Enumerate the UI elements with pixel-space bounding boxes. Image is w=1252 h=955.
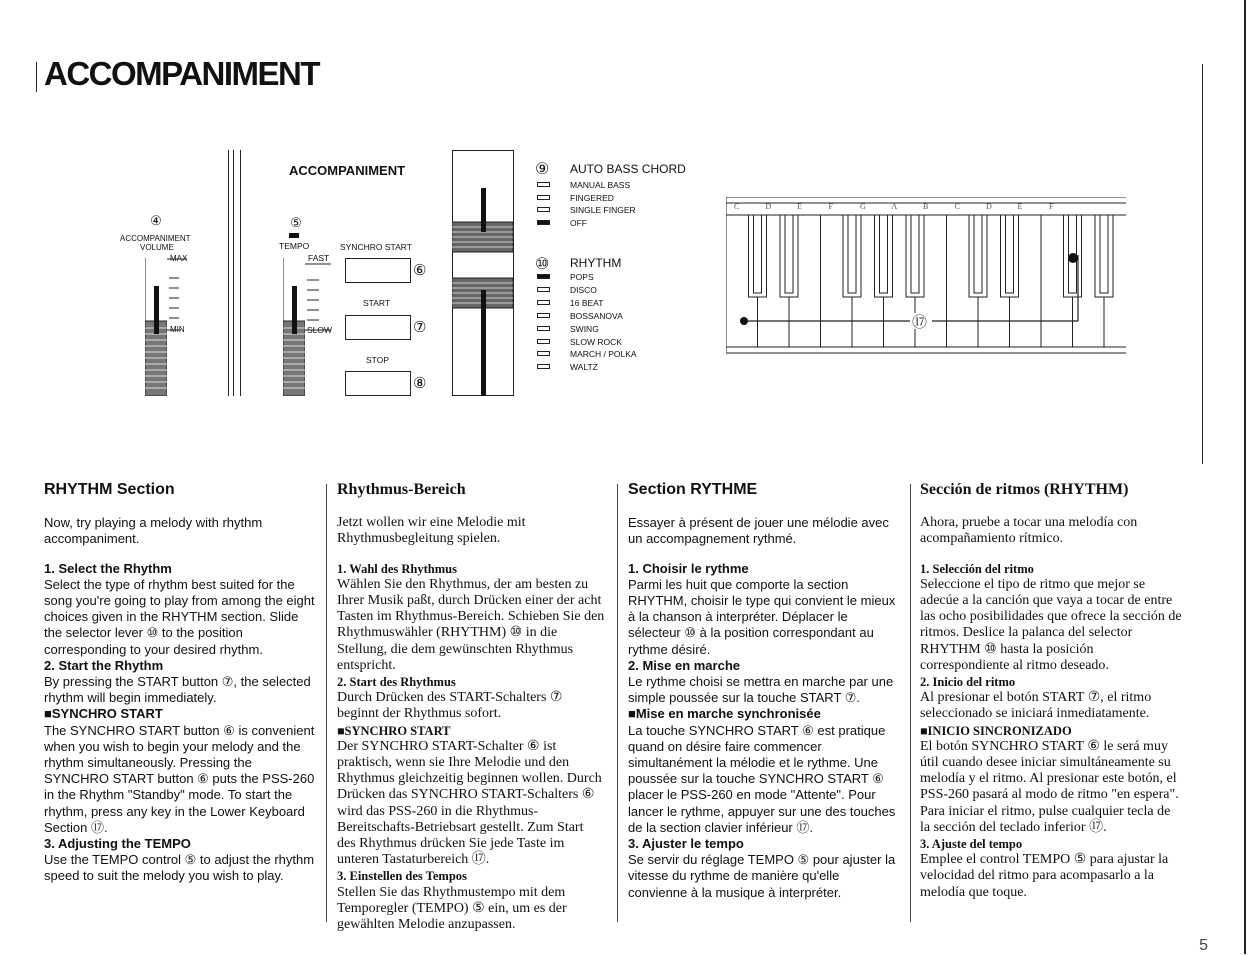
- step-title: 3. Ajuste del tempo: [920, 837, 1023, 852]
- panel-title: ACCOMPANIMENT: [289, 163, 406, 178]
- keyboard-note-label: F: [828, 202, 833, 211]
- column-separator: [617, 484, 618, 922]
- keyboard-note-label: D: [765, 202, 772, 211]
- volume-number: ④: [150, 213, 162, 228]
- tempo-indicator: [289, 233, 299, 238]
- step-text: The SYNCHRO START button ⑥ is convenient when you wish to begin your melody and the rhythm simultaneously. Pressing the SYNCHRO START button ⑥ puts the PSS-260 in the Rhythm "Standby" mode. To start the rhythm, press any key in the Lower Keyboard Section ⑰.: [44, 722, 315, 835]
- step-title: ■Mise en marche synchronisée: [628, 706, 821, 722]
- step-text: Se servir du réglage TEMPO ⑤ pour ajuster la vitesse du rythme de manière qu'elle convienne à la musique à interpréter.: [628, 852, 896, 900]
- step-title: 1. Choisir le rythme: [628, 560, 749, 576]
- rhythm-option: 16 BEAT: [570, 297, 604, 308]
- abc-indicator: [537, 182, 550, 187]
- step-text: Emplee el control TEMPO ⑤ para ajustar la velocidad del ritmo para acompasarlo a la melodía que toque.: [920, 852, 1169, 900]
- rhythm-option: BOSSANOVA: [570, 310, 623, 321]
- rhythm-indicator: [537, 351, 550, 356]
- section-heading: Sección de ritmos (RHYTHM): [920, 481, 1129, 498]
- right-page-edge: [1244, 0, 1246, 954]
- black-key-highlight: [848, 215, 856, 293]
- keyboard-section-number: ⑰: [912, 315, 928, 331]
- step-title: ■INICIO SINCRONIZADO: [920, 723, 1072, 738]
- rhythm-option: DISCO: [570, 284, 597, 295]
- step-text: By pressing the START button ⑦, the selected rhythm will begin immediately.: [44, 674, 311, 706]
- step-title: 2. Start the Rhythm: [44, 657, 164, 673]
- step-title: 1. Select the Rhythm: [44, 560, 172, 576]
- tempo-slider[interactable]: [283, 258, 305, 396]
- synchro-start-button[interactable]: [345, 258, 411, 283]
- section-heading: Section RYTHME: [628, 481, 758, 498]
- section-intro: Essayer à présent de jouer une mélodie avec un accompagnement rythmé.: [628, 515, 889, 547]
- volume-label-1: ACCOMPANIMENT: [120, 234, 191, 243]
- keyboard-note-label: B: [923, 202, 929, 211]
- keyboard-note-label: A: [891, 202, 898, 211]
- step-text: Wählen Sie den Rhythmus, der am besten zu Ihrer Musik paßt, durch Drücken einer der acht Tasten im Rhythmus-Bereich. Schieben Sie den Rhythmuswähler (RHYTHM) ⑩ in die Stellung, die dem gewünschten Rhythmus entspricht.: [337, 576, 605, 673]
- step-title: 3. Einstellen des Tempos: [337, 869, 467, 884]
- section-heading: Rhythmus-Bereich: [337, 481, 466, 498]
- step-text: Al presionar el botón START ⑦, el ritmo seleccionado se iniciará inmediatamente.: [920, 690, 1152, 722]
- volume-scale: [167, 258, 187, 332]
- selector-levers[interactable]: [452, 150, 513, 396]
- black-key-highlight: [1100, 215, 1108, 293]
- section-intro: Jetzt wollen wir eine Melodie mit Rhythmusbegleitung spielen.: [337, 515, 526, 547]
- abc-title: AUTO BASS CHORD: [570, 162, 686, 176]
- abc-indicator: [537, 207, 550, 212]
- panel-divider: [233, 150, 234, 396]
- step-text: Durch Drücken des START-Schalters ⑦ beginnt der Rhythmus sofort.: [337, 690, 563, 722]
- section-intro: Ahora, pruebe a tocar una melodía con acompañamiento rítmico.: [920, 515, 1138, 547]
- black-key-highlight: [880, 215, 888, 293]
- stop-number: ⑧: [413, 376, 427, 392]
- start-number: ⑦: [413, 320, 427, 336]
- synchro-start-number: ⑥: [413, 263, 427, 279]
- start-button[interactable]: [345, 315, 411, 340]
- column-separator: [326, 484, 327, 922]
- tempo-scale: [305, 258, 333, 332]
- section-german: [337, 482, 605, 933]
- step-title: 1. Selección del ritmo: [920, 561, 1034, 576]
- section-heading: RHYTHM Section: [44, 481, 175, 498]
- section-spanish: [920, 482, 1182, 901]
- keyboard-note-label: F: [1049, 202, 1054, 211]
- left-margin-rule: [36, 62, 37, 92]
- step-title: 1. Wahl des Rhythmus: [337, 561, 457, 576]
- right-margin-rule: [1202, 64, 1203, 464]
- black-key-highlight: [911, 215, 919, 293]
- volume-min-label: MIN: [170, 325, 185, 334]
- abc-indicator: [537, 195, 550, 200]
- abc-option: FINGERED: [570, 192, 614, 203]
- panel-divider: [240, 150, 241, 396]
- step-text: Use the TEMPO control ⑤ to adjust the rhythm speed to suit the melody you wish to play.: [44, 852, 315, 884]
- rhythm-title: RHYTHM: [570, 256, 622, 270]
- rhythm-indicator: [537, 364, 550, 369]
- abc-indicator: [537, 220, 550, 225]
- stop-button[interactable]: [345, 371, 411, 396]
- step-text: Parmi les huit que comporte la section RHYTHM, choisir le type qui convient le mieux à la chanson à interpréter. Déplacer le sélecteur ⑩ à la position correspondant au rythme désiré.: [628, 576, 896, 657]
- step-text: Stellen Sie das Rhythmustempo mit dem Temporegler (TEMPO) ⑤ ein, um es der gewählten Melodie anzupassen.: [337, 884, 567, 933]
- page-title: ACCOMPANIMENT: [44, 55, 320, 92]
- page-number: 5: [1199, 937, 1208, 954]
- tempo-number: ⑤: [290, 215, 302, 230]
- section-english: [44, 482, 316, 885]
- black-key-highlight: [1006, 215, 1014, 293]
- black-key-highlight: [974, 215, 982, 293]
- selector-right-edge: [513, 150, 514, 396]
- keyboard-diagram: [726, 197, 1126, 355]
- keyboard-note-label: D: [986, 202, 992, 211]
- section-french: [628, 482, 902, 901]
- rhythm-option: SWING: [570, 323, 599, 334]
- tempo-slow-label: SLOW: [307, 325, 333, 335]
- rhythm-number: ⑩: [535, 256, 550, 273]
- rhythm-indicator: [537, 339, 550, 344]
- start-label: START: [363, 298, 391, 308]
- rhythm-option: MARCH / POLKA: [570, 349, 637, 360]
- synchro-start-label: SYNCHRO START: [340, 242, 412, 252]
- step-title: 3. Ajuster le tempo: [628, 836, 744, 852]
- keyboard-note-label: C: [954, 202, 960, 211]
- black-key-highlight: [785, 215, 793, 293]
- stop-label: STOP: [366, 355, 389, 365]
- step-title: ■SYNCHRO START: [337, 723, 451, 738]
- step-text: Select the type of rhythm best suited for the song you're going to play from among the eight choices given in the RHYTHM section. Slide the selector lever ⑩ to the position corresponding to your desired rhythm.: [44, 576, 315, 657]
- step-text: Le rythme choisi se mettra en marche par une simple poussée sur la touche START ⑦.: [628, 674, 894, 706]
- step-title: 2. Inicio del ritmo: [920, 675, 1016, 690]
- step-text: Der SYNCHRO START-Schalter ⑥ ist praktisch, wenn sie Ihre Melodie und den Rhythmus gleichzeitig beginnen wollen. Durch Drücken das SYNCHRO START-Schalters ⑥ wird das PSS-260 in die Rhythmus-Bereitschafts-Betriebsart gestellt. Zum Start des Rhythmus drücken Sie jede Taste im unteren Tastaturbereich ⑰.: [337, 738, 602, 868]
- rhythm-option: SLOW ROCK: [570, 336, 622, 347]
- panel-divider: [228, 150, 229, 396]
- rhythm-option: POPS: [570, 272, 594, 282]
- step-text: Seleccione el tipo de ritmo que mejor se adecúe a la canción que vaya a tocar de entre las ocho posibilidades que ofrece la sección de ritmos. Deslice la palanca del selector RHYTHM ⑩ hasta la posición correspondiente al ritmo deseado.: [920, 576, 1182, 673]
- black-key-highlight: [754, 215, 762, 293]
- keyboard-note-label: C: [734, 202, 740, 211]
- rhythm-indicator: [537, 313, 550, 318]
- abc-option: OFF: [570, 217, 587, 228]
- column-separator: [910, 484, 911, 922]
- rhythm-indicator: [537, 326, 550, 331]
- tempo-label: TEMPO: [279, 241, 310, 251]
- rhythm-indicator: [537, 287, 550, 292]
- keyboard-note-label: E: [797, 202, 802, 211]
- section-intro: Now, try playing a melody with rhythm accompaniment.: [44, 515, 263, 547]
- step-title: ■SYNCHRO START: [44, 706, 163, 722]
- step-text: La touche SYNCHRO START ⑥ est pratique quand on désire faire commencer simultanément la mélodie et le rythme. Une poussée sur la touche SYNCHRO START ⑥ placer le PSS-260 en mode "Attente". Pour lancer le rythme, appuyer sur une des touches de la section clavier inférieur ⑰.: [628, 722, 896, 835]
- keyboard-note-label: E: [1017, 202, 1023, 211]
- rhythm-option: WALTZ: [570, 362, 598, 373]
- tempo-fast-label: FAST: [308, 253, 330, 263]
- abc-number: ⑨: [535, 161, 550, 178]
- volume-label-2: VOLUME: [140, 243, 174, 252]
- abc-option: MANUAL BASS: [570, 180, 631, 190]
- abc-option: SINGLE FINGER: [570, 205, 636, 215]
- volume-max-label: MAX: [170, 254, 188, 263]
- step-title: 2. Start des Rhythmus: [337, 675, 456, 690]
- step-text: El botón SYNCHRO START ⑥ le será muy útil cuando desee iniciar simultáneamente su melodía y el ritmo. Al presionar este botón, el PSS-260 pasará al modo de ritmo "en espera". Para iniciar el ritmo, pulse cualquier tecla de la sección del teclado inferior ⑰.: [920, 738, 1179, 835]
- keyboard-note-label: G: [860, 202, 866, 211]
- step-title: 2. Mise en marche: [628, 657, 740, 673]
- step-title: 3. Adjusting the TEMPO: [44, 836, 191, 852]
- rhythm-indicator: [537, 274, 550, 279]
- rhythm-indicator: [537, 300, 550, 305]
- volume-slider[interactable]: [145, 258, 167, 396]
